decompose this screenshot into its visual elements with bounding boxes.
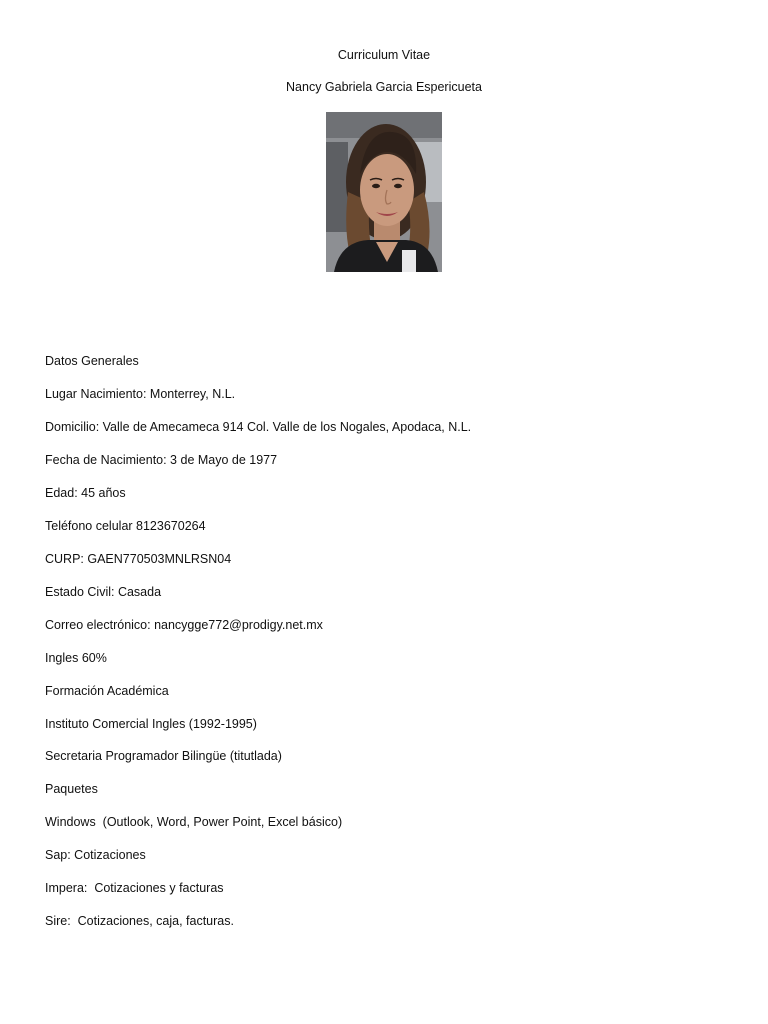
software-sire-line: Sire: Cotizaciones, caja, facturas. xyxy=(45,914,234,928)
civil-status-line: Estado Civil: Casada xyxy=(45,585,162,599)
software-windows-line: Windows (Outlook, Word, Power Point, Excel básico) xyxy=(45,815,343,829)
curp-line: CURP: GAEN770503MNLRSN04 xyxy=(45,552,232,566)
phone-line: Teléfono celular 8123670264 xyxy=(45,519,206,533)
software-impera-line: Impera: Cotizaciones y facturas xyxy=(45,881,224,895)
age-line: Edad: 45 años xyxy=(45,486,126,500)
portrait-photo xyxy=(326,112,442,272)
document-title: Curriculum Vitae xyxy=(337,48,431,62)
english-level-line: Ingles 60% xyxy=(45,651,107,665)
education-degree-line: Secretaria Programador Bilingüe (titutlada) xyxy=(45,749,282,763)
birthdate-line: Fecha de Nacimiento: 3 de Mayo de 1977 xyxy=(45,453,278,467)
birthplace-line: Lugar Nacimiento: Monterrey, N.L. xyxy=(45,387,236,401)
candidate-name: Nancy Gabriela Garcia Espericueta xyxy=(286,80,482,94)
section-heading-formacion: Formación Académica xyxy=(45,684,169,698)
email-line: Correo electrónico: nancygge772@prodigy.net.mx xyxy=(45,618,323,632)
software-sap-line: Sap: Cotizaciones xyxy=(45,848,146,862)
address-line: Domicilio: Valle de Amecameca 914 Col. Valle de los Nogales, Apodaca, N.L. xyxy=(45,420,472,434)
education-institute-line: Instituto Comercial Ingles (1992-1995) xyxy=(45,717,257,731)
section-heading-datos-generales: Datos Generales xyxy=(45,354,139,368)
section-heading-paquetes: Paquetes xyxy=(45,782,98,796)
portrait-photo-illustration xyxy=(326,112,442,272)
